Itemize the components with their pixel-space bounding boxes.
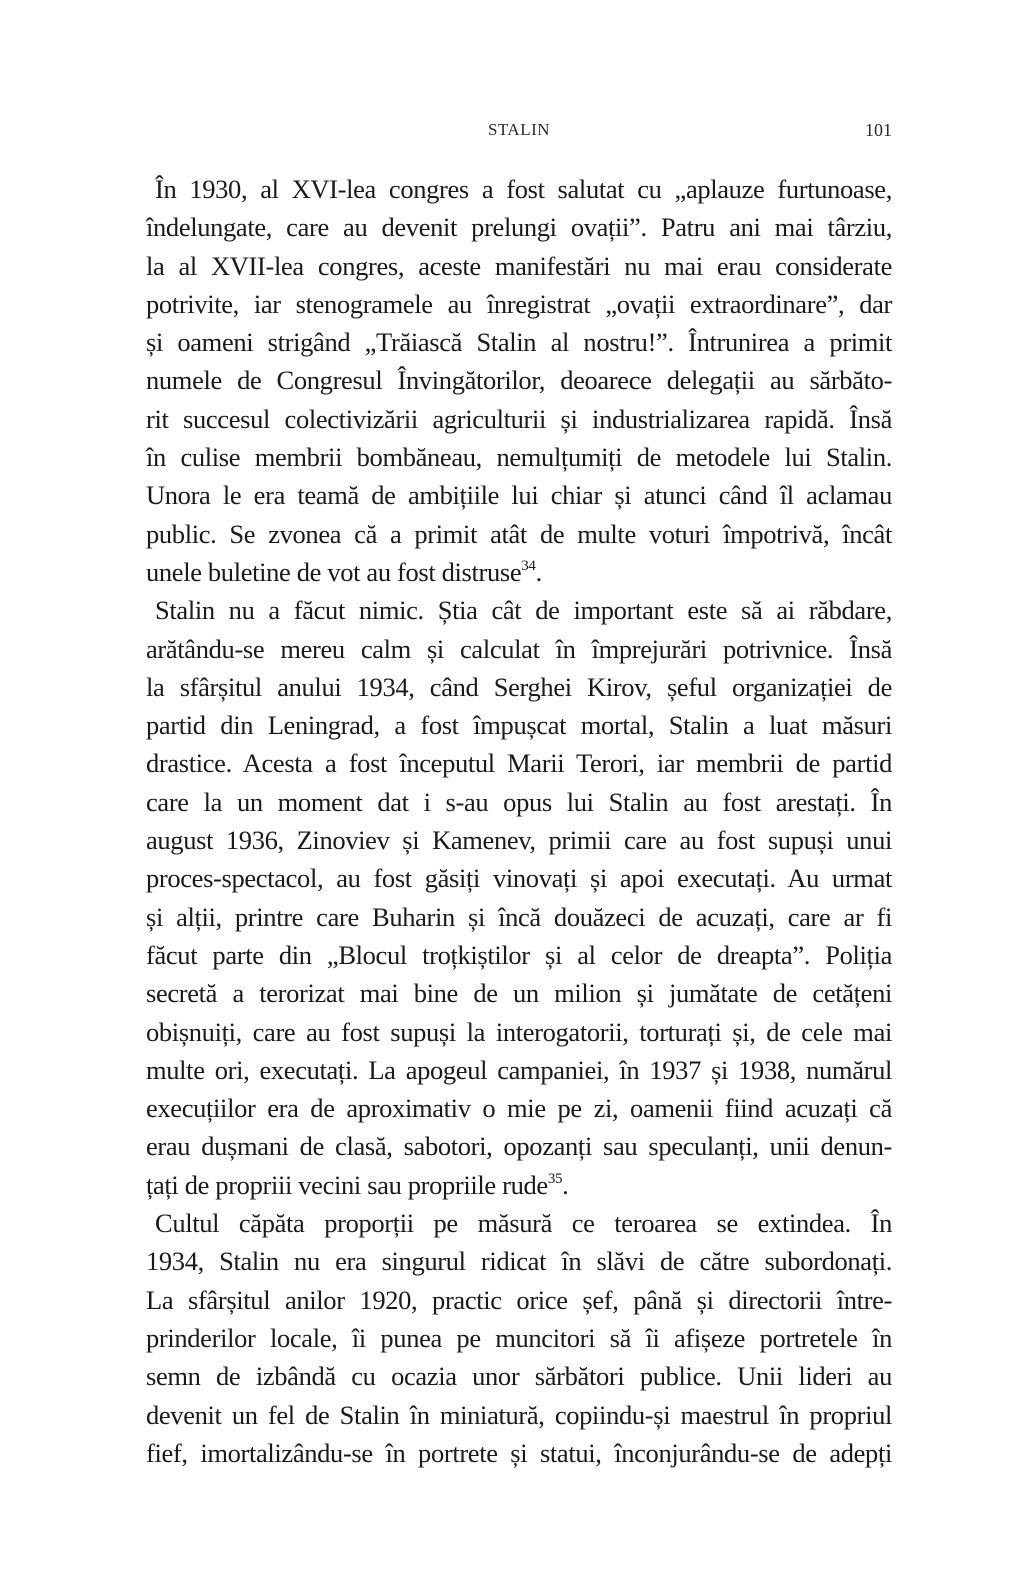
text-line bbox=[146, 1051, 892, 1089]
text-line bbox=[146, 1242, 892, 1280]
page-number: 101 bbox=[865, 120, 892, 140]
text-line bbox=[146, 1319, 892, 1357]
text-line bbox=[146, 1089, 892, 1127]
line-text: și alții, printre care Buharin și încă douăzeci de acuzați, care ar fi bbox=[146, 901, 892, 932]
line-text: și oameni strigând „Trăiască Stalin al nostru!”. Întrunirea a primit bbox=[146, 327, 892, 358]
line-text: 1934, Stalin nu era singurul ridicat în slăvi de către subordonați. bbox=[146, 1246, 892, 1277]
text-line bbox=[146, 1204, 892, 1242]
line-text: Stalin nu a făcut nimic. Știa cât de important este să ai răbdare, bbox=[155, 595, 892, 626]
line-text: public. Se zvonea că a primit atât de multe voturi împotrivă, încât bbox=[146, 518, 892, 549]
line-text: partid din Leningrad, a fost împușcat mortal, Stalin a luat măsuri bbox=[146, 710, 892, 741]
text-line bbox=[146, 630, 892, 668]
line-text: La sfârșitul anilor 1920, practic orice șef, până și directorii între- bbox=[146, 1284, 892, 1315]
line-text: rit succesul colectivizării agriculturii și industrializarea rapidă. Însă bbox=[146, 403, 892, 434]
text-line bbox=[146, 515, 892, 553]
line-text: fief, imortalizându-se în portrete și statui, înconjurându-se de adepți bbox=[146, 1437, 892, 1468]
line-text: drastice. Acesta a fost începutul Marii Terori, iar membrii de partid bbox=[146, 748, 892, 779]
text-line bbox=[146, 936, 892, 974]
text-line bbox=[146, 476, 892, 514]
line-text: unele buletine de vot au fost distruse bbox=[146, 556, 522, 587]
line-tail: . bbox=[535, 556, 542, 587]
line-text: multe ori, executați. La apogeul campaniei, în 1937 și 1938, numărul bbox=[146, 1054, 892, 1085]
line-text: semn de izbândă cu ocazia unor sărbători publice. Unii lideri au bbox=[146, 1361, 892, 1392]
line-text: devenit un fel de Stalin în miniatură, copiindu-și maestrul în propriul bbox=[146, 1399, 892, 1430]
line-text: erau dușmani de clasă, sabotori, opozanți sau speculanți, unii denun- bbox=[146, 1131, 892, 1162]
text-line bbox=[146, 821, 892, 859]
text-line bbox=[146, 323, 892, 361]
text-line bbox=[146, 783, 892, 821]
text-body bbox=[146, 170, 892, 1472]
text-line bbox=[146, 668, 892, 706]
line-text: numele de Congresul Învingătorilor, deoarece delegații au sărbăto- bbox=[146, 365, 892, 396]
line-text: țați de propriii vecini sau propriile rude bbox=[146, 1169, 548, 1200]
text-line bbox=[146, 1396, 892, 1434]
text-line bbox=[146, 438, 892, 476]
line-text: la sfârșitul anului 1934, când Serghei Kirov, șeful organizației de bbox=[146, 671, 892, 702]
text-line bbox=[146, 974, 892, 1012]
text-line bbox=[146, 859, 892, 897]
line-text: execuțiilor era de aproximativ o mie pe zi, oamenii fiind acuzați că bbox=[146, 1093, 892, 1124]
text-line bbox=[146, 1434, 892, 1472]
paragraph bbox=[146, 170, 892, 591]
line-text: proces-spectacol, au fost găsiți vinovați și apoi executați. Au urmat bbox=[146, 863, 892, 894]
line-text: Unora le era teamă de ambițiile lui chiar și atunci când îl aclamau bbox=[146, 480, 892, 511]
line-text: secretă a terorizat mai bine de un milion și jumătate de cetățeni bbox=[146, 978, 892, 1009]
line-text: august 1936, Zinoviev și Kamenev, primii care au fost supuși unui bbox=[146, 825, 892, 856]
text-line bbox=[146, 1357, 892, 1395]
running-head: STALIN bbox=[487, 120, 551, 139]
line-text: care la un moment dat i s-au opus lui Stalin au fost arestați. În bbox=[146, 786, 892, 817]
text-line bbox=[146, 553, 892, 591]
line-text: potrivite, iar stenogramele au înregistrat „ovații extraordinare”, dar bbox=[146, 288, 892, 319]
line-text: în culise membrii bombăneau, nemulțumiți de metodele lui Stalin. bbox=[146, 442, 892, 473]
text-line bbox=[146, 1166, 892, 1204]
line-text: prinderilor locale, îi punea pe muncitori să îi afișeze portretele în bbox=[146, 1322, 892, 1353]
line-text: obișnuiți, care au fost supuși la interogatorii, torturați și, de cele mai bbox=[146, 1016, 892, 1047]
text-line bbox=[146, 1013, 892, 1051]
footnote-marker[interactable]: 34 bbox=[521, 557, 536, 574]
text-line bbox=[146, 744, 892, 782]
line-text: făcut parte din „Blocul troțkiștilor și al celor de dreapta”. Poliția bbox=[146, 939, 892, 970]
text-line bbox=[146, 400, 892, 438]
text-line bbox=[146, 208, 892, 246]
text-line bbox=[146, 285, 892, 323]
line-text: îndelungate, care au devenit prelungi ovații”. Patru ani mai târziu, bbox=[146, 212, 892, 243]
text-line bbox=[146, 247, 892, 285]
paragraph bbox=[146, 1204, 892, 1472]
text-line bbox=[146, 1281, 892, 1319]
line-text: la al XVII-lea congres, aceste manifestări nu mai erau considerate bbox=[146, 250, 892, 281]
line-text: În 1930, al XVI-lea congres a fost salutat cu „aplauze furtunoase, bbox=[155, 174, 892, 204]
footnote-marker[interactable]: 35 bbox=[547, 1170, 563, 1187]
text-line bbox=[146, 706, 892, 744]
text-line bbox=[146, 361, 892, 399]
text-line bbox=[146, 898, 892, 936]
page-header bbox=[146, 120, 892, 144]
line-text: Cultul căpăta proporții pe măsură ce teroarea se extindea. În bbox=[155, 1208, 892, 1239]
text-line bbox=[146, 591, 892, 629]
line-tail: . bbox=[562, 1169, 569, 1200]
paragraph bbox=[146, 591, 892, 1204]
text-line bbox=[146, 170, 892, 208]
text-line bbox=[146, 1127, 892, 1165]
line-text: arătându-se mereu calm și calculat în împrejurări potrivnice. Însă bbox=[146, 633, 892, 664]
